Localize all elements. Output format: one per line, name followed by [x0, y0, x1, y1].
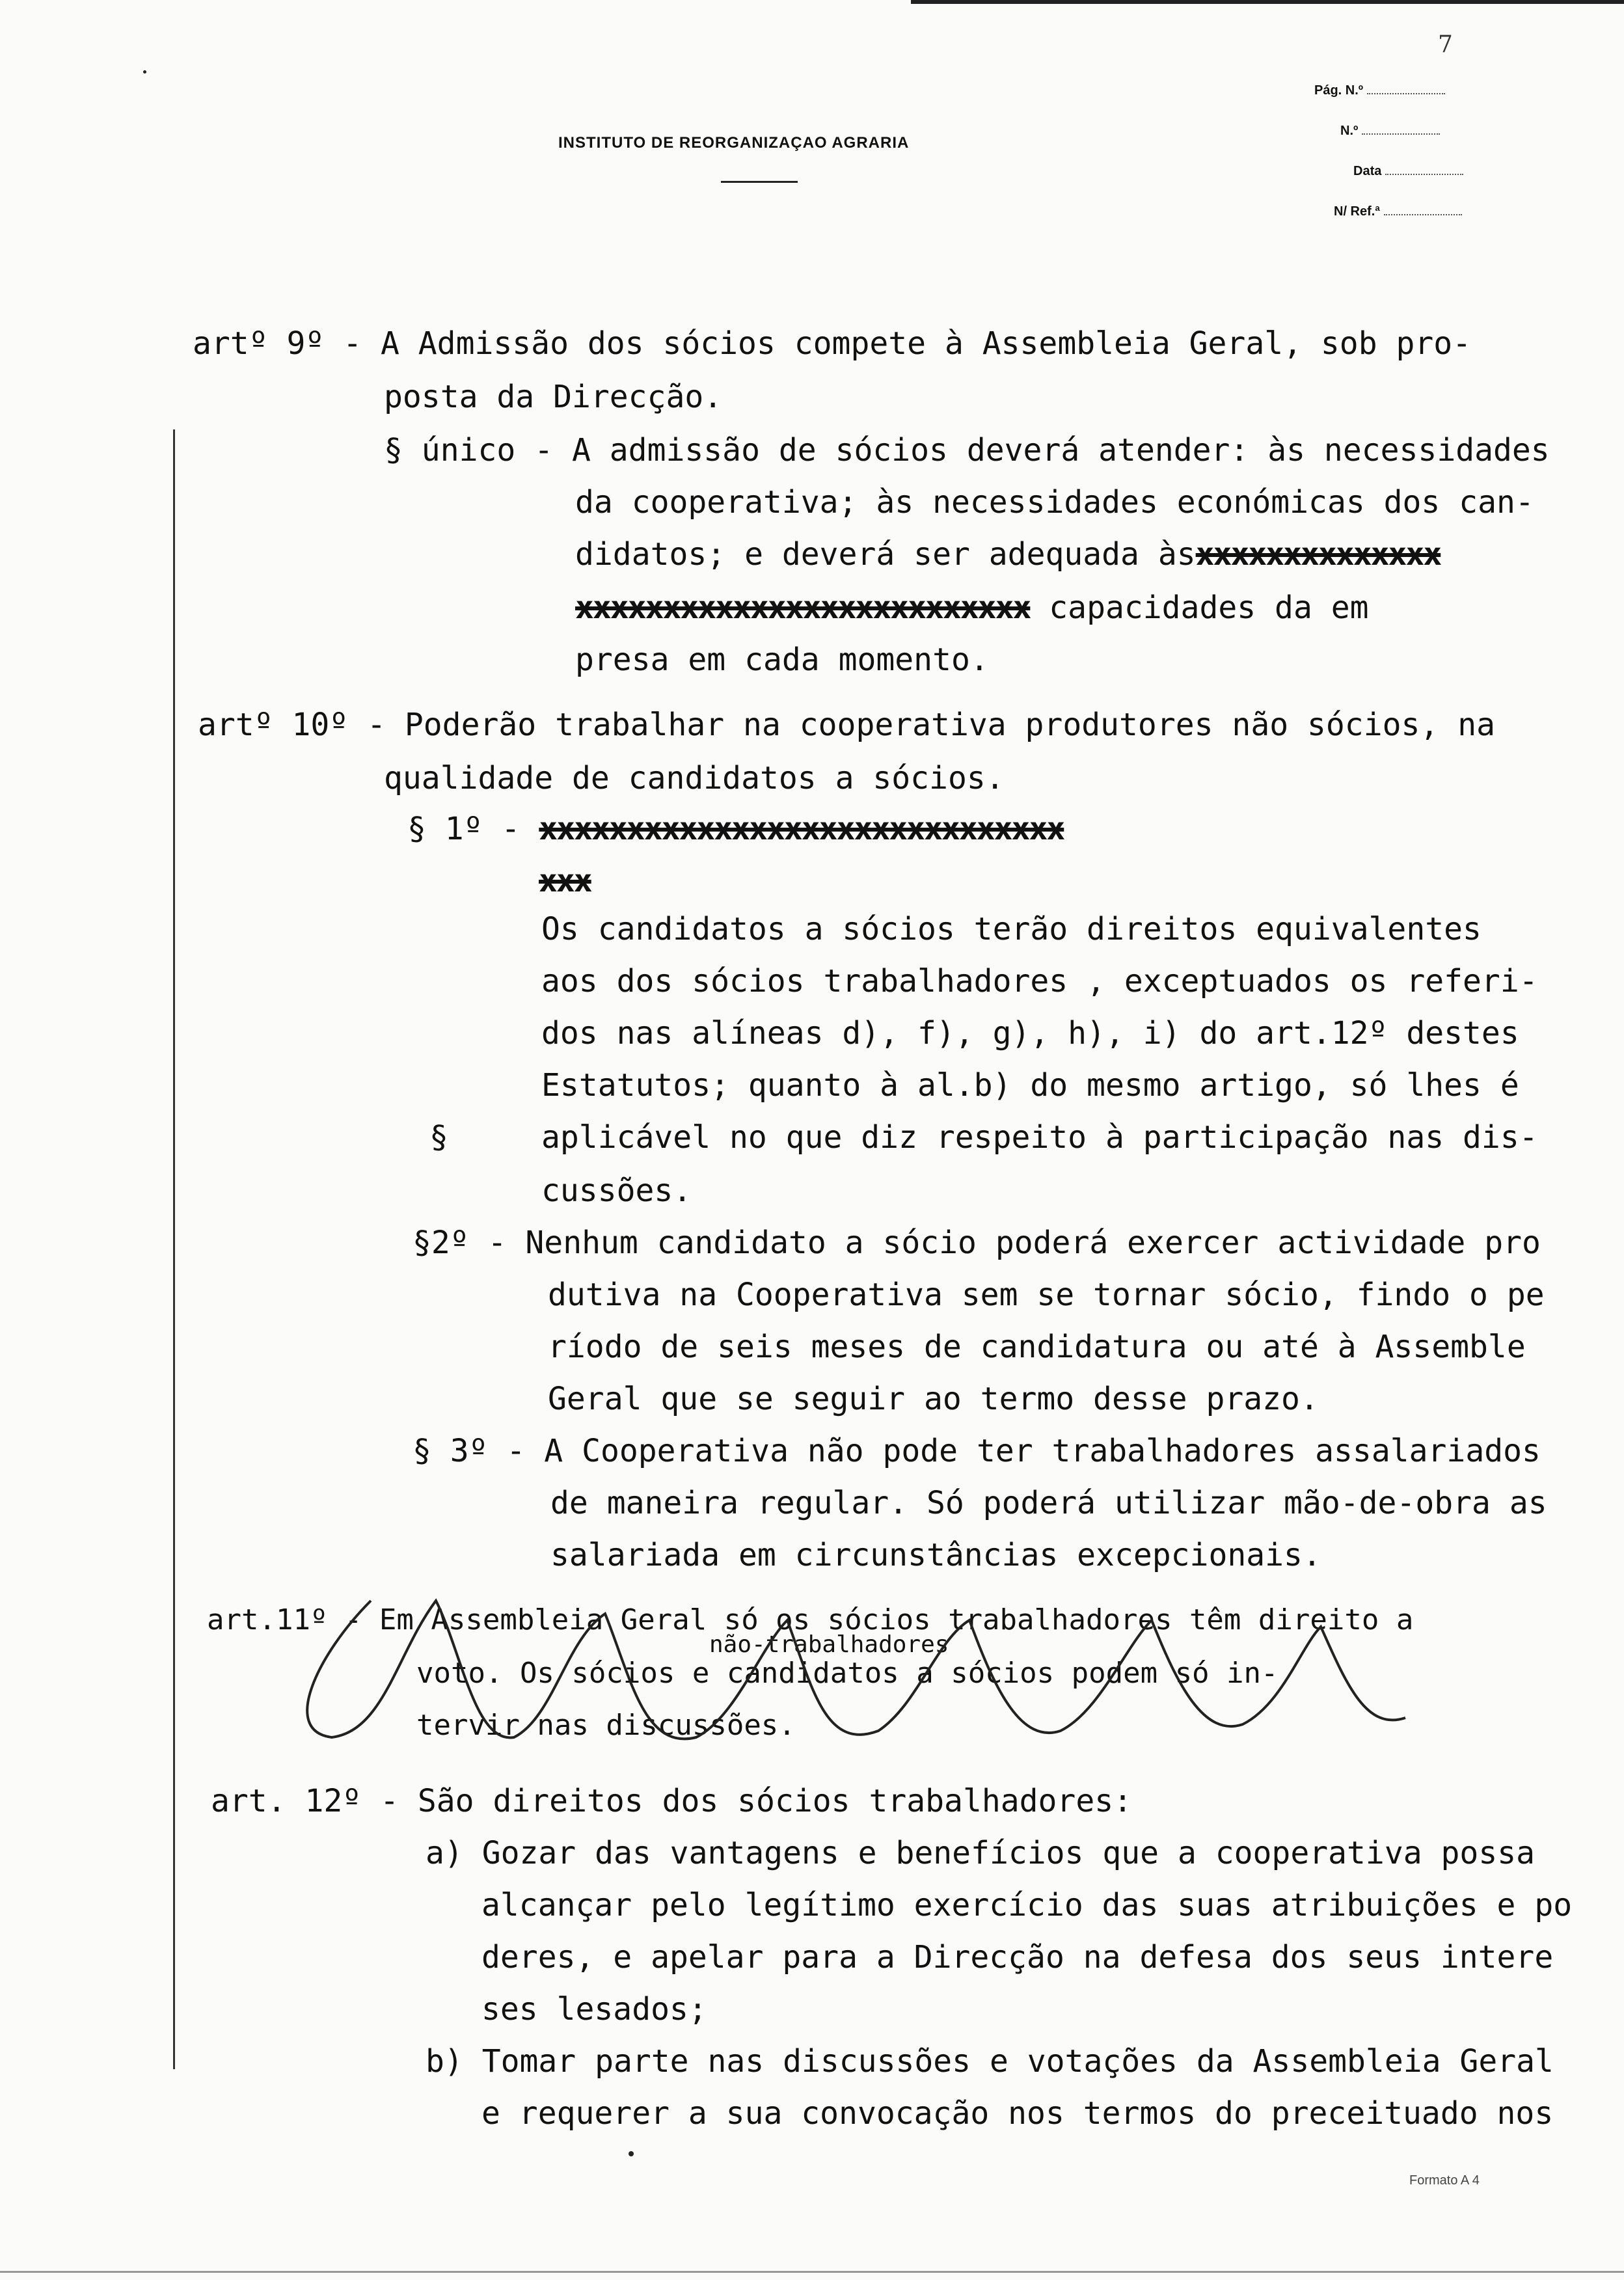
art10-p1-line-3: dos nas alíneas d), f), g), h), i) do art.12º destes — [541, 1015, 1519, 1052]
art10-p1-struck: xxx — [539, 863, 591, 899]
cross-out-scribble — [202, 1575, 1607, 1770]
art10-p2-line-4: Geral que se seguir ao termo desse prazo. — [548, 1381, 1319, 1417]
art10-p3-line-3: salariada em circunstâncias excepcionais. — [550, 1537, 1321, 1573]
art12-a-line-4: ses lesados; — [481, 1991, 707, 2028]
ink-dot — [143, 70, 146, 74]
art10-p1-line-6: cussões. — [541, 1173, 692, 1209]
art10-p1-line-1: Os candidatos a sócios terão direitos equivalentes — [541, 911, 1482, 947]
art12-a-line-2: alcançar pelo legítimo exercício das suas atribuições e po — [481, 1887, 1573, 1923]
art12-line-1: art. 12º - São direitos dos sócios trabalhadores: — [211, 1783, 1133, 1819]
top-edge-rule — [911, 0, 1624, 4]
art10-p2-line-2: dutiva na Cooperativa sem se tornar sócio, findo o pe — [548, 1277, 1545, 1313]
art10-p2-line-3: ríodo de seis meses de candidatura ou até à Assemble — [548, 1329, 1526, 1365]
art9-unico-line-1: § único - A admissão de sócios deverá atender: às necessidades — [384, 432, 1550, 468]
margin-bar — [173, 429, 175, 2069]
art12-b-line-1: b) Tomar parte nas discussões e votações da Assembleia Geral — [426, 2043, 1554, 2080]
art10-p3-line-2: de maneira regular. Só poderá utilizar mão-de-obra as — [550, 1485, 1547, 1521]
page-number-field: Pág. N.º — [1314, 83, 1445, 98]
art10-p1-line-2: aos dos sócios trabalhadores , exceptuados os referi- — [541, 963, 1538, 999]
art9-line-2: posta da Direcção. — [384, 379, 723, 415]
art11-line-2: voto. Os sócios e candidatos a sócios podem só in- — [416, 1657, 1279, 1690]
art10-line-1: artº 10º - Poderão trabalhar na cooperativa produtores não sócios, na — [198, 707, 1495, 743]
art12-a-line-3: deres, e apelar para a Direcção na defesa dos seus intere — [481, 1939, 1554, 1975]
art12-b-line-2: e requerer a sua convocação nos termos do preceituado nos — [481, 2095, 1554, 2132]
art11-line-1: art.11º - Em Assembleia Geral só os sócios trabalhadores têm direito a — [207, 1603, 1414, 1636]
struck-out-text: xxxxxxxxxxxxxxxxxxxxxxxxxx — [575, 590, 1031, 626]
art12-a-line-1: a) Gozar das vantagens e benefícios que a cooperativa possa — [426, 1835, 1536, 1871]
art10-p1-line-4: Estatutos; quanto à al.b) do mesmo artigo, só lhes é — [541, 1067, 1519, 1104]
art10-p1-line-5: aplicável no que diz respeito à participação nas dis- — [541, 1119, 1538, 1156]
header-underline — [721, 181, 798, 183]
art9-unico-line-3: didatos; e deverá ser adequada àsxxxxxxxxxxxxxx — [575, 536, 1441, 573]
art9-unico-line-4: xxxxxxxxxxxxxxxxxxxxxxxxxx capacidades da em — [575, 590, 1369, 626]
art10-p1-label: § 1º - xxxxxxxxxxxxxxxxxxxxxxxxxxxxxx — [407, 811, 1064, 847]
art10-p3-line-1: § 3º - A Cooperativa não pode ter trabalhadores assalariados — [413, 1433, 1541, 1469]
handwritten-page-mark: 7 — [1438, 31, 1453, 58]
art10-p1-section-mark: § — [429, 1119, 448, 1156]
art9-line-1: artº 9º - A Admissão dos sócios compete à Assembleia Geral, sob pro- — [193, 325, 1472, 362]
number-field: N.º — [1340, 124, 1440, 139]
art10-line-2: qualidade de candidatos a sócios. — [384, 760, 1005, 796]
art11-line-3: tervir nas discussões. — [416, 1709, 796, 1742]
art9-unico-line-5: presa em cada momento. — [575, 642, 989, 678]
ink-dot — [629, 2151, 634, 2156]
bottom-edge-rule — [0, 2271, 1624, 2273]
institute-header: INSTITUTO DE REORGANIZAÇAO AGRARIA — [558, 134, 910, 152]
reference-field: N/ Ref.ª — [1334, 204, 1462, 219]
art10-p2-line-1: §2º - Nenhum candidato a sócio poderá exercer actividade pro — [413, 1225, 1541, 1261]
art11-insertion: não-trabalhadores — [709, 1631, 949, 1658]
form-size-label: Formato A 4 — [1409, 2173, 1480, 2188]
art9-unico-line-2: da cooperativa; às necessidades económicas dos can- — [575, 484, 1534, 521]
date-field: Data — [1353, 164, 1463, 179]
